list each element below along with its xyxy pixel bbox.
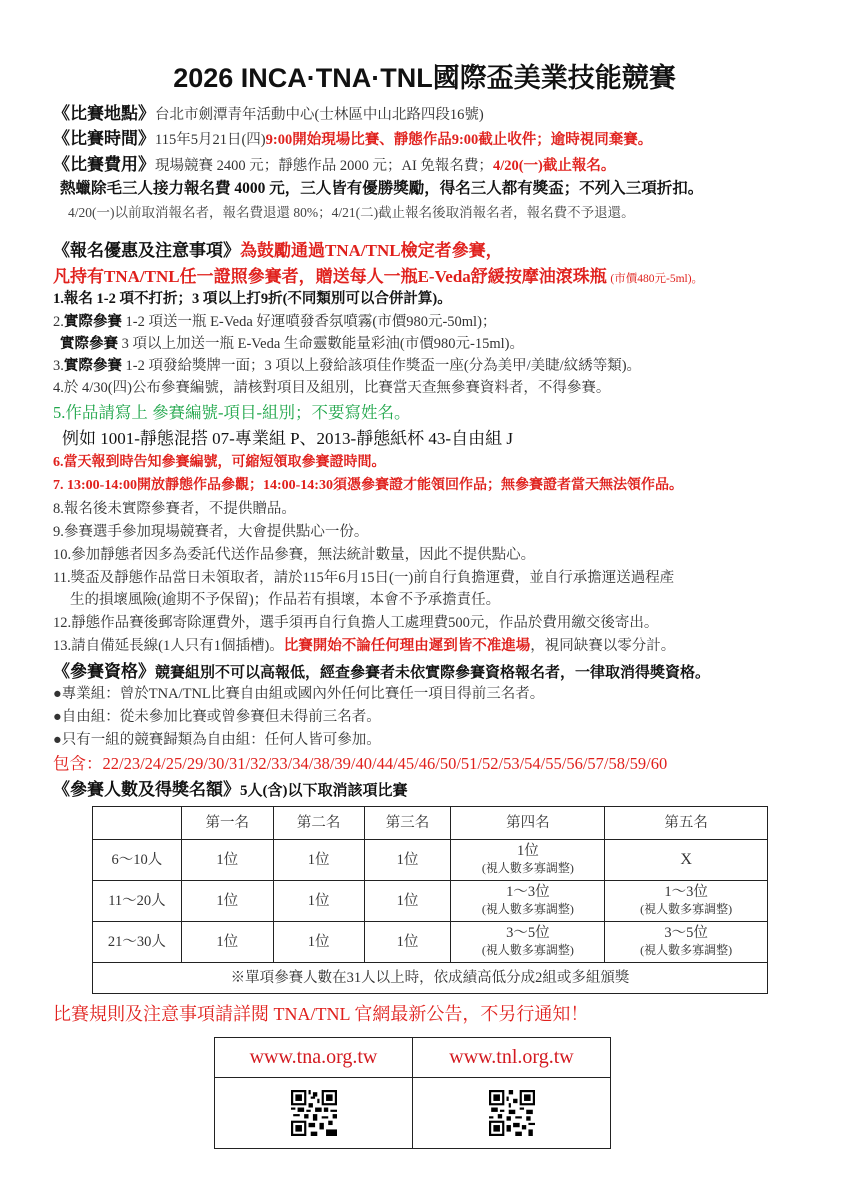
note-item-5-example: 例如 1001-靜態混搭 07-專業組 P、2013-靜態紙杯 43-自由組 J — [62, 429, 513, 448]
table-cell: 1位 — [181, 881, 273, 922]
note-item-6: 6.當天報到時告知參賽編號，可縮短領取參賽證時間。 — [53, 455, 386, 470]
links-table — [214, 1037, 611, 1149]
notes-header — [53, 236, 503, 261]
note-item-12: 12.靜態作品賽後郵寄除運費外，選手須再自行負擔人工處理費500元，作品於費用繳交後寄出。 — [53, 615, 659, 631]
table-row — [93, 881, 768, 922]
note-item-1: 1.報名 1-2 項不打折；3 項以上打9折(不同類別可以合併計算)。 — [53, 291, 452, 307]
range-cell: 11～20人 — [93, 881, 182, 922]
note-item-2b: 實際參賽 3 項以上加送一瓶 E-Veda 生命靈數能量彩油(市價980元-15ml)。 — [60, 336, 524, 352]
fee-label: 《比賽費用》 — [53, 155, 155, 174]
note-item-11: 11.獎盃及靜態作品當日未領取者，請於115年6月15日(一)前自行負擔運費，並自行承擔運送過程產 — [53, 570, 675, 586]
table-cell: 1位 — [364, 922, 451, 963]
range-cell: 21～30人 — [93, 922, 182, 963]
awards-header — [53, 775, 408, 800]
eligibility-header — [53, 657, 710, 682]
footnote-cell: ※單項參賽人數在31人以上時，依成績高低分成2組或多組頒獎 — [93, 963, 768, 994]
header-cell: 第一名 — [181, 807, 273, 840]
eligibility-label: 《參賽資格》 — [53, 662, 155, 681]
time-line — [53, 124, 652, 149]
eligibility-pro: ●專業組：曾於TNA/TNL比賽自由組或國內外任何比賽任一項目得前三名者。 — [53, 686, 545, 702]
time-value: 115年5月21日(四) — [155, 132, 266, 148]
eligibility-free: ●自由組：從未參加比賽或曾參賽但未得前三名者。 — [53, 709, 381, 725]
fee-deadline: 4/20(一)截止報名。 — [492, 158, 616, 174]
note-item-2: 2.實際參賽 1-2 項送一瓶 E-Veda 好運噴發香氛噴霧(市價980元-50ml)； — [53, 314, 497, 330]
table-cell: 1位 — [273, 881, 364, 922]
note-item-13: 13.請自備延長線(1人只有1個插槽)。比賽開始不論任何理由遲到皆不准進場，視同缺賽以零分計。 — [53, 638, 676, 654]
table-cell: 1位 — [181, 922, 273, 963]
fee-line — [53, 150, 615, 175]
location-value: 台北市劍潭青年活動中心(士林區中山北路四段16號) — [155, 107, 484, 123]
table-cell: 1位 (視人數多寡調整) — [451, 840, 605, 881]
qr-code-icon[interactable] — [291, 1090, 337, 1136]
table-cell: 1位 — [364, 881, 451, 922]
note-item-4: 4.於 4/30(四)公布參賽編號，請核對項目及組別，比賽當天查無參賽資料者，不得參賽。 — [53, 380, 611, 396]
relay-note: 熱蠟除毛三人接力報名費 4000 元，三人皆有優勝獎勵，得名三人都有獎盃；不列入三項折扣。 — [60, 180, 704, 197]
eligibility-includes: 包含：22/23/24/25/29/30/31/32/33/34/38/39/40/44/45/46/50/51/52/53/54/55/56/57/58/59/60 — [53, 754, 668, 773]
table-cell: 3～5位 (視人數多寡調整) — [605, 922, 768, 963]
location-label: 《比賽地點》 — [53, 104, 155, 123]
table-row — [93, 840, 768, 881]
header-cell: 第二名 — [273, 807, 364, 840]
header-cell — [93, 807, 182, 840]
refund-note: 4/20(一)以前取消報名者，報名費退還 80%；4/21(二)截止報名後取消報名者，報名費不予退還。 — [68, 205, 635, 220]
awards-header-row — [93, 807, 768, 840]
eligibility-text: 競賽組別不可以高報低，經查參賽者未依實際參賽資格報名者，一律取消得獎資格。 — [155, 665, 711, 681]
promo-line — [53, 262, 703, 287]
note-item-9: 9.參賽選手參加現場競賽者，大會提供點心一份。 — [53, 524, 369, 540]
range-cell: 6～10人 — [93, 840, 182, 881]
link-tnl[interactable]: www.tnl.org.tw — [413, 1038, 611, 1078]
table-cell: 1～3位 (視人數多寡調整) — [451, 881, 605, 922]
link-tna[interactable]: www.tna.org.tw — [215, 1038, 413, 1078]
note-item-11b: 生的損壞風險(逾期不予保留)；作品若有損壞，本會不予承擔責任。 — [70, 592, 501, 608]
note-item-5: 5.作品請寫上 參賽編號-項目-組別；不要寫姓名。 — [53, 403, 411, 422]
awards-label: 《參賽人數及得獎名額》 — [53, 780, 240, 799]
note-item-7: 7. 13:00-14:00開放靜態作品參觀；14:00-14:30須憑參賽證才能領回作品；無參賽證者當天無法領作品。 — [53, 478, 683, 493]
closing-notice: 比賽規則及注意事項請詳閱 TNA/TNL 官網最新公告，不另行通知！ — [53, 1004, 589, 1024]
location-line — [53, 99, 484, 124]
time-highlight: 9:00開始現場比賽、靜態作品9:00截止收件；逾時視同棄賽。 — [265, 132, 653, 148]
fee-value: 現場競賽 2400 元；靜態作品 2000 元；AI 免報名費； — [155, 158, 493, 174]
table-cell: 1位 — [364, 840, 451, 881]
notes-header-red: 為鼓勵通過TNA/TNL檢定者參賽， — [240, 241, 503, 260]
table-cell: 1位 — [273, 922, 364, 963]
header-cell: 第三名 — [364, 807, 451, 840]
table-cell: 1～3位 (視人數多寡調整) — [605, 881, 768, 922]
table-cell: X — [605, 840, 768, 881]
qr-code-icon[interactable] — [489, 1090, 535, 1136]
awards-table — [92, 806, 768, 994]
header-cell: 第四名 — [451, 807, 605, 840]
promo-price: (市價480元-5ml)。 — [610, 273, 704, 285]
time-label: 《比賽時間》 — [53, 129, 155, 148]
page-title: 2026 INCA·TNA·TNL國際盃美業技能競賽 — [173, 63, 676, 93]
table-row — [93, 922, 768, 963]
notes-header-label: 《報名優惠及注意事項》 — [53, 241, 240, 260]
table-cell: 1位 — [181, 840, 273, 881]
note-item-10: 10.參加靜態者因多為委託代送作品參賽，無法統計數量，因此不提供點心。 — [53, 547, 536, 563]
note-item-8: 8.報名後未實際參賽者，不提供贈品。 — [53, 501, 296, 517]
note-item-3: 3.實際參賽 1-2 項發給獎牌一面；3 項以上發給該項佳作獎盃一座(分為美甲/美睫/紋綉等類)。 — [53, 358, 642, 374]
header-cell: 第五名 — [605, 807, 768, 840]
table-cell: 3～5位 (視人數多寡調整) — [451, 922, 605, 963]
table-cell: 1位 — [273, 840, 364, 881]
footnote-row — [93, 963, 768, 994]
awards-text: 5人(含)以下取消該項比賽 — [240, 783, 408, 799]
promo-text: 凡持有TNA/TNL任一證照參賽者，贈送每人一瓶E-Veda舒緩按摩油滾珠瓶 — [53, 267, 607, 286]
eligibility-single: ●只有一組的競賽歸類為自由組：任何人皆可參加。 — [53, 732, 381, 748]
